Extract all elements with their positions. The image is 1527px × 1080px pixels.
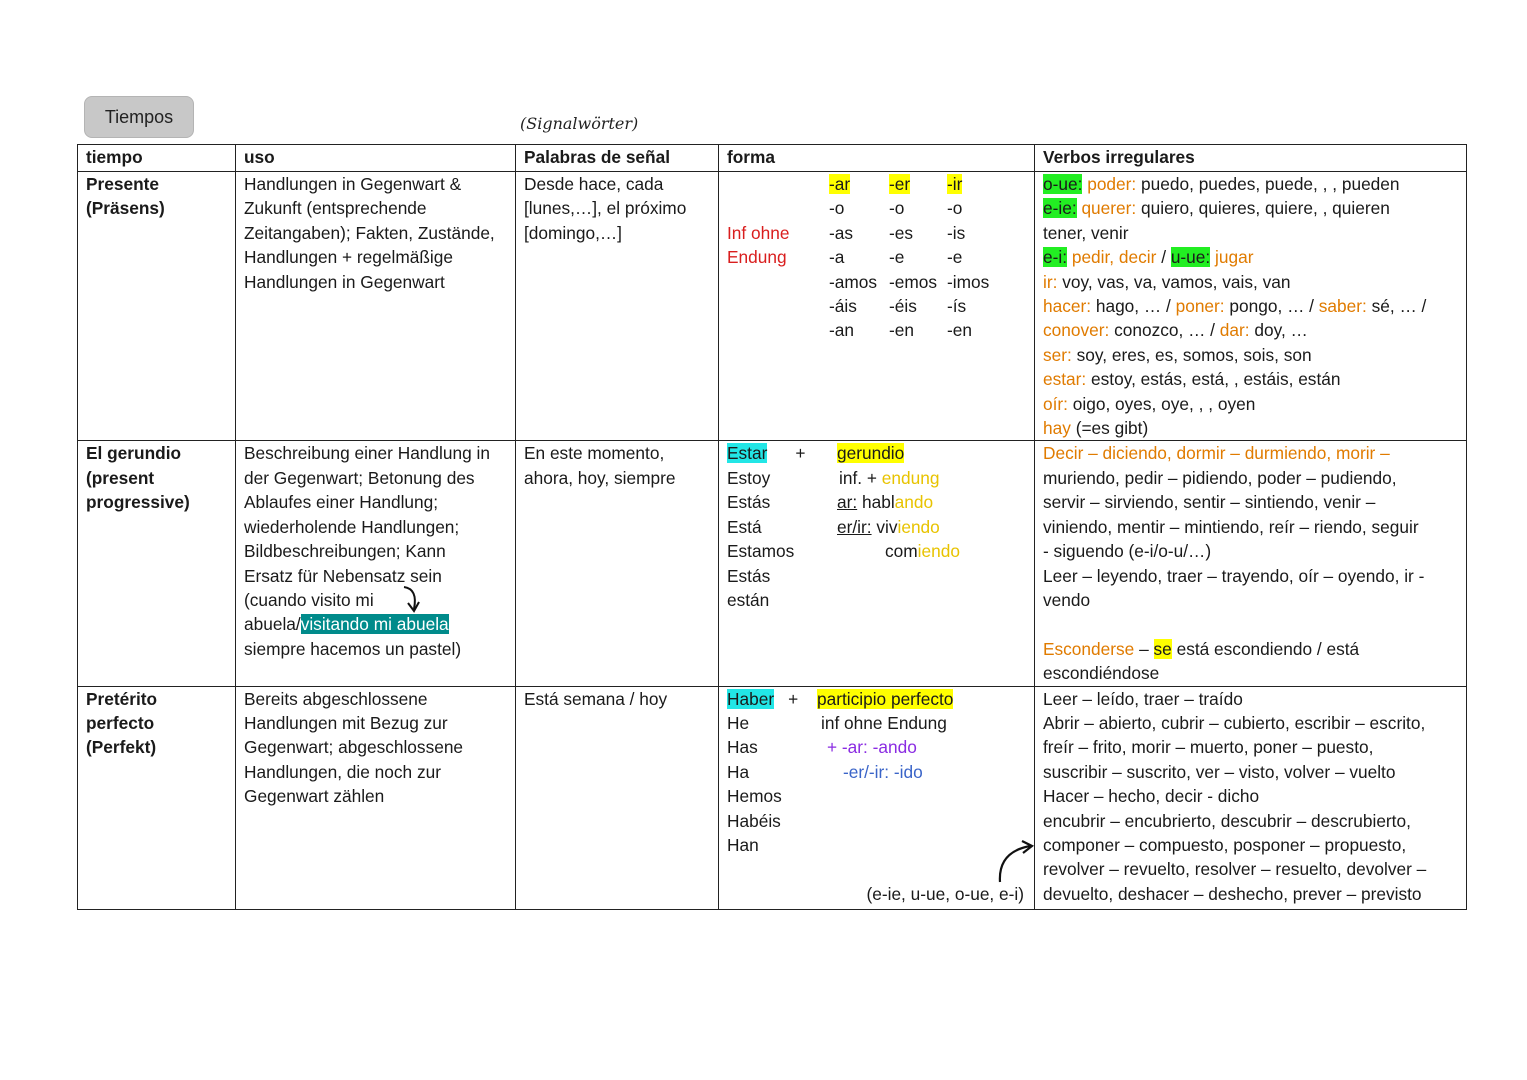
verbos-cell: Decir – diciendo, dormir – durmiendo, morir – muriendo, pedir – pidiendo, poder – pudiendo, servir – sirviendo, sentir – sintiendo, venir – viniendo, mentir – mintiendo, reír – riendo, seguir - siguendo (e-i/o-u/…) Leer – leyendo, traer – trayendo, oír – oyendo, ir - vendo Esconderse – se está escondiendo / está escondiéndose: [1035, 441, 1467, 686]
table-row-presente: [78, 172, 1467, 441]
forma-cell: Inf ohne Endung -ar -o -as -a -amos -áis -an -er -o -es -e -emos -éis -en -ir -o -is -e -imos -ís -en: [719, 172, 1035, 441]
ir-endings: -ir -o -is -e -imos -ís -en: [947, 174, 990, 341]
header-palabras: Palabras de señal: [516, 145, 719, 172]
palabras-cell: Está semana / hoy: [516, 686, 719, 909]
header-verbos: Verbos irregulares: [1035, 145, 1467, 172]
ar-endings: -ar -o -as -a -amos -áis -an: [829, 174, 878, 341]
header-uso: uso: [236, 145, 516, 172]
verbos-cell: o-ue: poder: puedo, puedes, puede, , , pueden e-ie: querer: quiero, quieres, quiere, , quieren tener, venir e-i: pedir, decir / u-ue: jugar ir: voy, vas, va, vamos, vais, van hacer: hago, … / poner: pongo, … / saber: sé, … / conover: conozco, … / dar: doy, … ser: soy, eres, es, somos, sois, son estar: estoy, estás, está, , estáis, están oír: oigo, oyes, oye, , , oyen hay (=es gibt): [1035, 172, 1467, 441]
palabras-cell: Desde hace, cada [lunes,…], el próximo [domingo,…]: [516, 172, 719, 441]
tenses-table: [77, 144, 1467, 910]
uso-cell: Handlungen in Gegenwart & Zukunft (entsprechende Zeitangaben); Fakten, Zustände, Handlungen + regelmäßige Handlungen in Gegenwart: [236, 172, 516, 441]
verbos-cell: Leer – leído, traer – traído Abrir – abierto, cubrir – cubierto, escribir – escrito, freír – frito, morir – muerto, poner – puesto, suscribir – suscrito, ver – visto, volver – vuelto Hacer – hecho, decir - dicho encubrir – encubrierto, descubrir – descrubierto, componer – compuesto, posponer – propuesto, revolver – revuelto, resolver – resuelto, devolver – devuelto, deshacer – deshecho, prever – previsto: [1035, 686, 1467, 909]
forma-cell: Haber + He Has Ha Hemos Habéis Han participio perfecto inf ohne Endung + -ar: -ando -er/-ir: -ido (e-ie, u-ue, o-ue, e-i): [719, 686, 1035, 909]
irregular-note: (e-ie, u-ue, o-ue, e-i): [866, 884, 1024, 905]
uso-cell: Bereits abgeschlossene Handlungen mit Bezug zur Gegenwart; abgeschlossene Handlungen, die noch zur Gegenwart zählen: [236, 686, 516, 909]
table-row-gerundio: [78, 441, 1467, 686]
tiempo-cell: El gerundio (present progressive): [78, 441, 236, 686]
header-tiempo: tiempo: [78, 145, 236, 172]
header-forma: forma: [719, 145, 1035, 172]
tiempo-cell: Presente (Präsens): [78, 172, 236, 441]
title-badge: Tiempos: [84, 96, 194, 138]
curved-arrow-icon: [398, 585, 428, 615]
signal-note: (Signalwörter): [520, 114, 639, 133]
forma-cell: Estar + Estoy Estás Está Estamos Estás están gerundio inf. + endung ar: hablando er/ir: viviendo comiendo: [719, 441, 1035, 686]
palabras-cell: En este momento, ahora, hoy, siempre: [516, 441, 719, 686]
uso-cell: Beschreibung einer Handlung in der Gegenwart; Betonung des Ablaufes einer Handlung; wiederholende Handlungen; Bildbeschreibungen; Kann Ersatz für Nebensatz sein (cuando visito mi abuela/visitando mi abuela siempre hacemos un pastel): [236, 441, 516, 686]
table-row-perfecto: [78, 686, 1467, 909]
tiempo-cell: Pretérito perfecto (Perfekt): [78, 686, 236, 909]
header-row: [78, 145, 1467, 172]
curved-arrow-icon: [990, 838, 1038, 886]
er-endings: -er -o -es -e -emos -éis -en: [889, 174, 938, 341]
